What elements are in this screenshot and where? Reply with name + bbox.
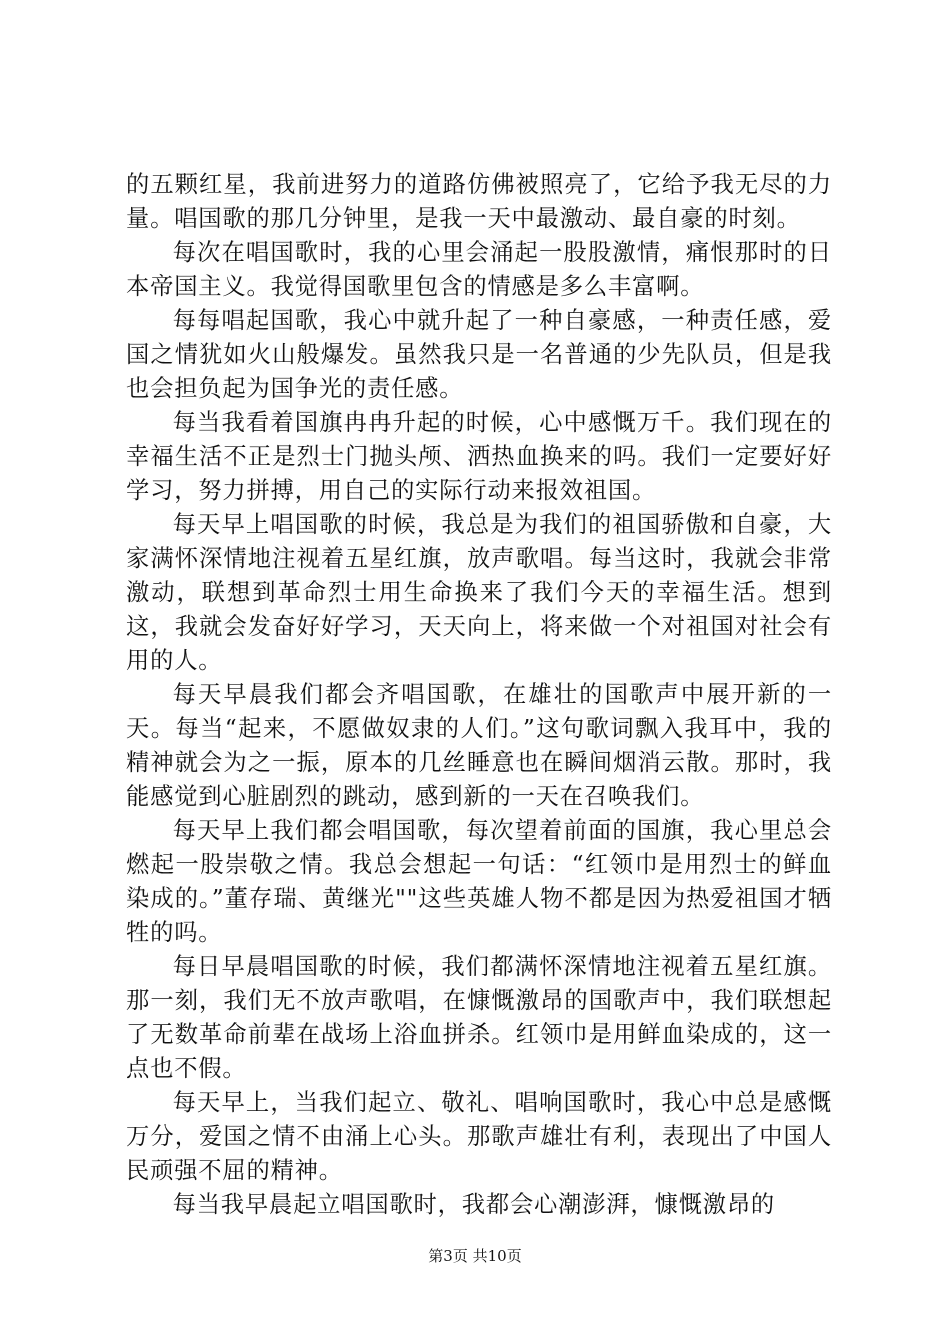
paragraph: 每天早上，当我们起立、敬礼、唱响国歌时，我心中总是感慨万分，爱国之情不由涌上心头。那歌声雄壮有利，表现出了中国人民顽强不屈的精神。	[126, 1089, 832, 1184]
paragraph-continued: 的五颗红星，我前进努力的道路仿佛被照亮了，它给予我无尽的力量。唱国歌的那几分钟里，是我一天中最激动、最自豪的时刻。	[126, 171, 832, 232]
document-body	[126, 168, 832, 1222]
page-footer: 第3页 共10页	[428, 1247, 522, 1265]
paragraph: 每天早晨我们都会齐唱国歌，在雄壮的国歌声中展开新的一天。每当“起来，不愿做奴隶的人们。”这句歌词飘入我耳中，我的精神就会为之一振，原本的几丝睡意也在瞬间烟消云散。那时，我能感觉到心脏剧烈的跳动，感到新的一天在召唤我们。	[126, 681, 832, 810]
paragraph: 每日早晨唱国歌的时候，我们都满怀深情地注视着五星红旗。那一刻，我们无不放声歌唱，在慷慨激昂的国歌声中，我们联想起了无数革命前辈在战场上浴血拼杀。红领巾是用鲜血染成的，这一点也不假。	[126, 953, 832, 1082]
paragraph: 每每唱起国歌，我心中就升起了一种自豪感，一种责任感，爱国之情犹如火山般爆发。虽然我只是一名普通的少先队员，但是我也会担负起为国争光的责任感。	[126, 307, 832, 402]
paragraph: 每当我早晨起立唱国歌时，我都会心潮澎湃，慷慨激昂的	[172, 1191, 776, 1218]
paragraph: 每天早上唱国歌的时候，我总是为我们的祖国骄傲和自豪，大家满怀深情地注视着五星红旗，放声歌唱。每当这时，我就会非常激动，联想到革命烈士用生命换来了我们今天的幸福生活。想到这，我就会发奋好好学习，天天向上，将来做一个对祖国对社会有用的人。	[126, 511, 832, 674]
paragraph: 每当我看着国旗冉冉升起的时候，心中感慨万千。我们现在的幸福生活不正是烈士门抛头颅、洒热血换来的吗。我们一定要好好学习，努力拼搏，用自己的实际行动来报效祖国。	[126, 409, 832, 504]
paragraph: 每次在唱国歌时，我的心里会涌起一股股激情，痛恨那时的日本帝国主义。我觉得国歌里包含的情感是多么丰富啊。	[126, 239, 832, 300]
paragraph: 每天早上我们都会唱国歌，每次望着前面的国旗，我心里总会燃起一股崇敬之情。我总会想起一句话：“红领巾是用烈士的鲜血染成的。”董存瑞、黄继光""这些英雄人物不都是因为热爱祖国才牺牲的吗。	[126, 817, 832, 946]
